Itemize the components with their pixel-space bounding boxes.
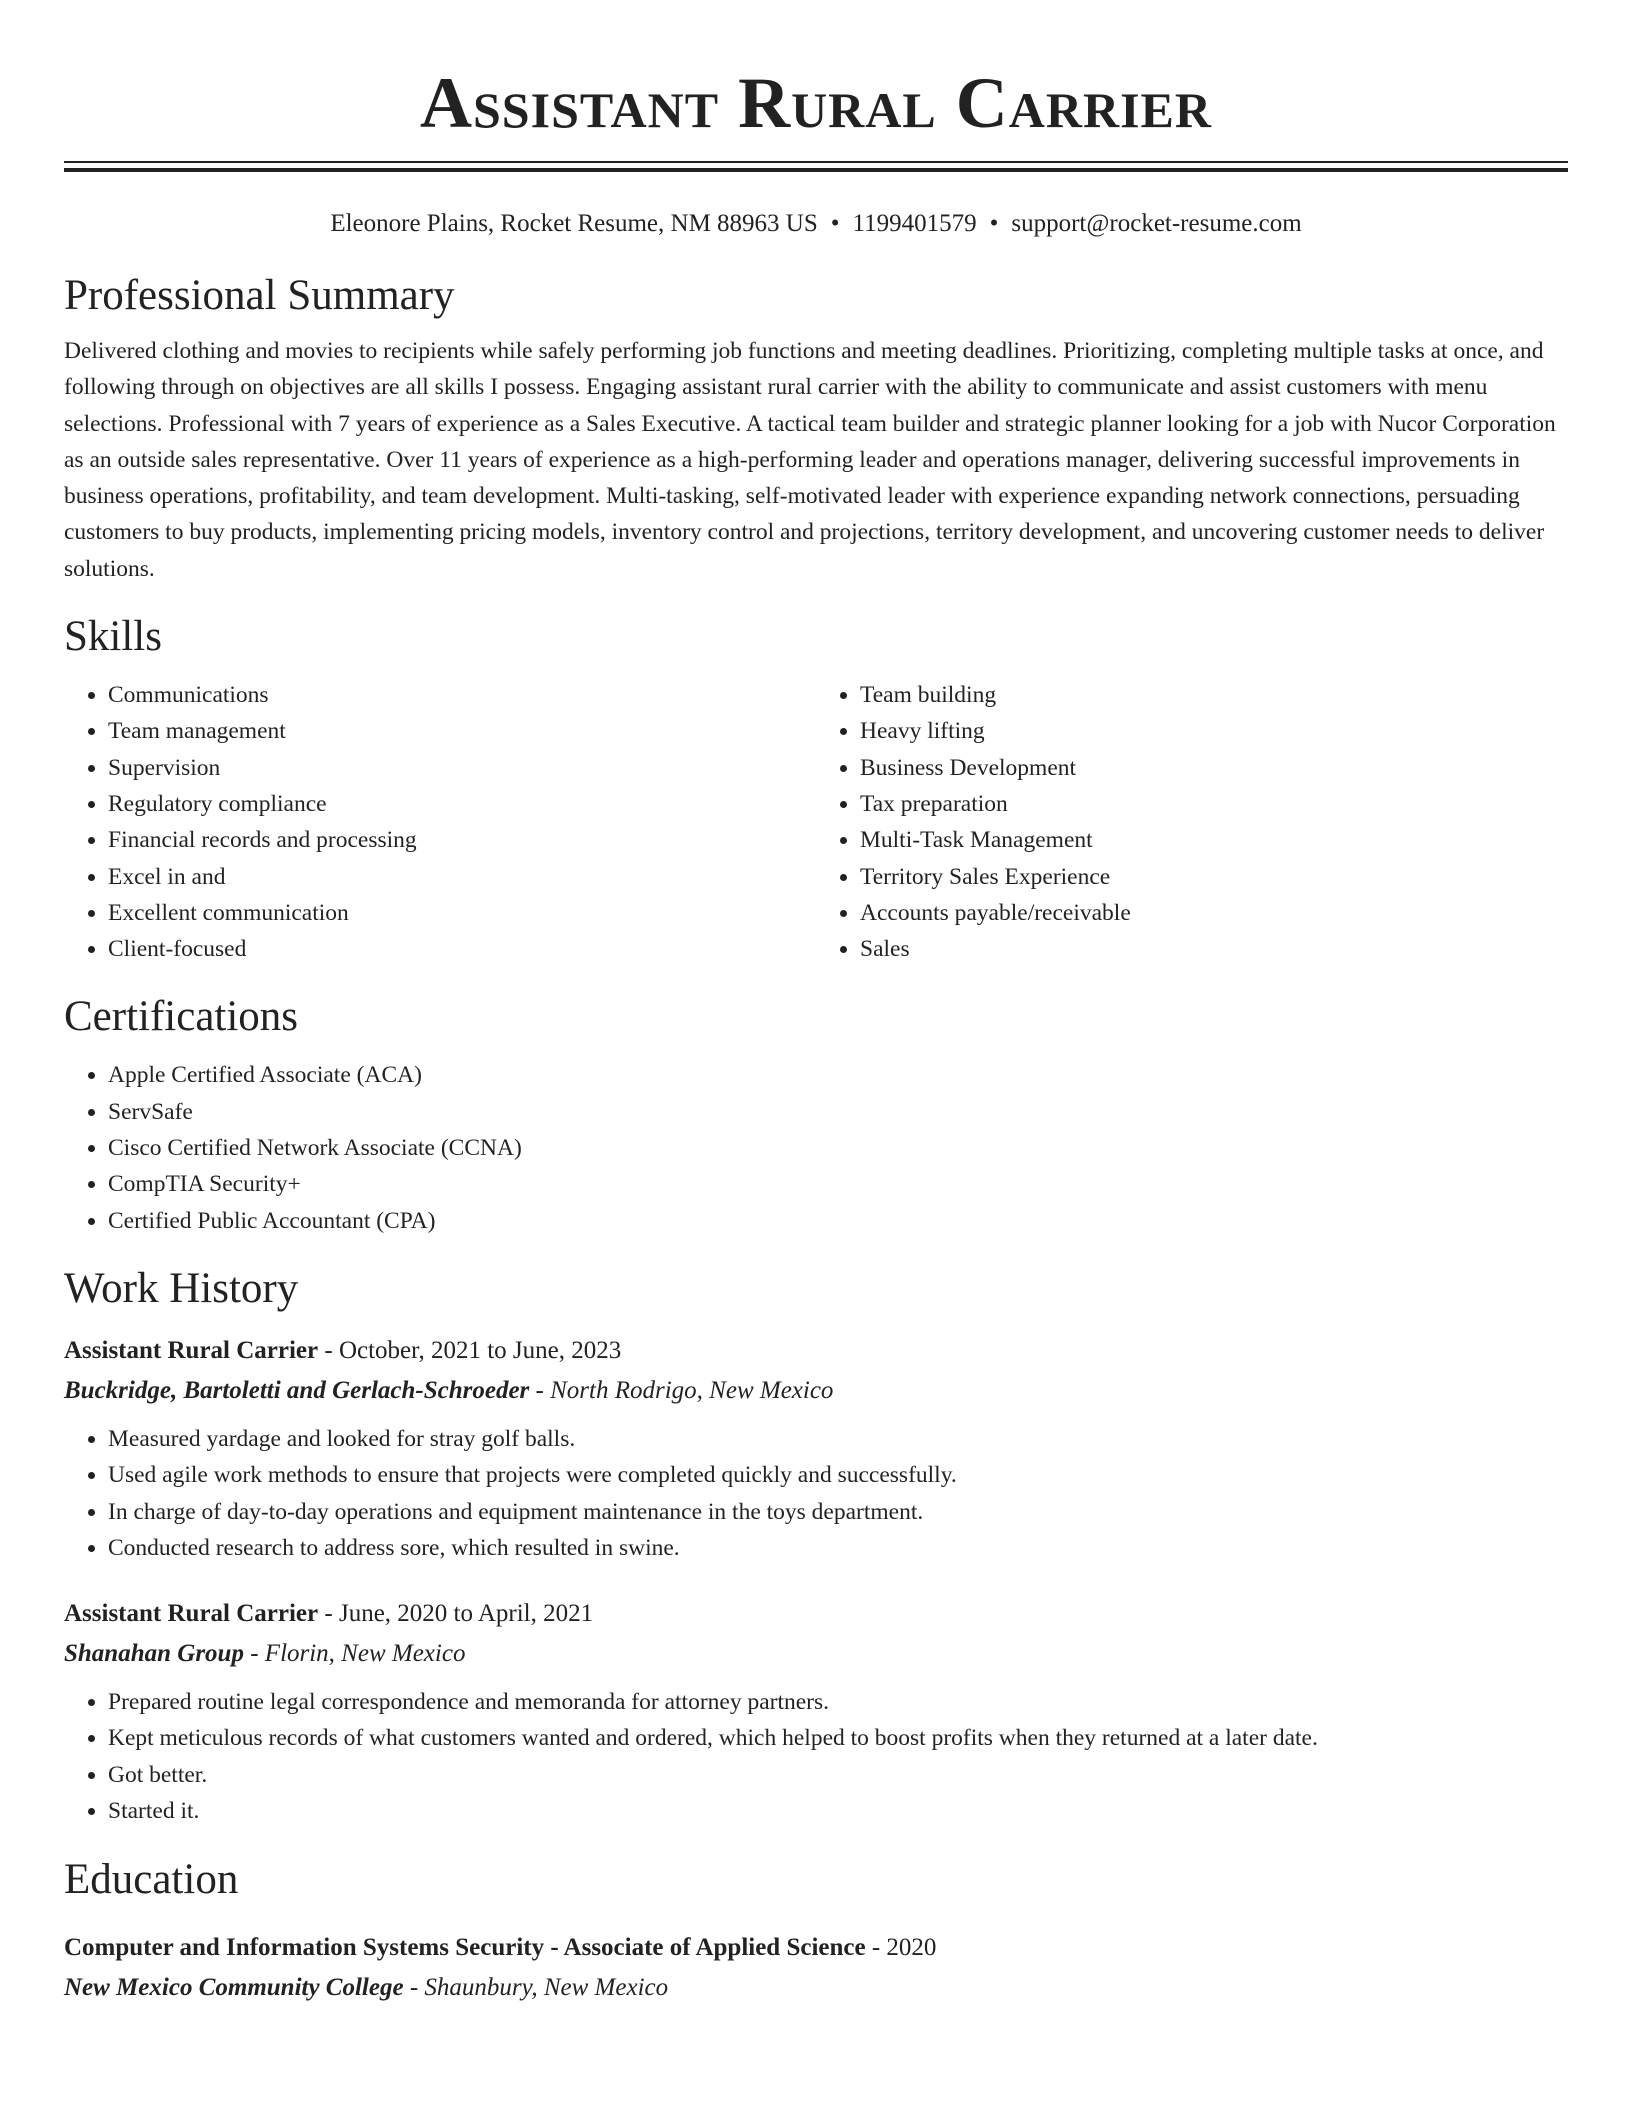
education-heading: Education — [64, 1856, 239, 1904]
job-title-line — [64, 1334, 1568, 1368]
job-bullet: • Used agile work methods to ensure that projects were completed quickly and successfully. — [108, 1457, 1568, 1493]
job-title-line — [64, 1597, 1568, 1631]
skill-item: • Financial records and processing — [108, 822, 816, 858]
education-degree-line — [64, 1931, 1568, 1965]
job-bullet: • Started it. — [108, 1793, 1568, 1829]
summary-text: Delivered clothing and movies to recipients while safely performing job functions and meeting deadlines. Prioritizing, completing multiple tasks at once, and following through on objectives are all skills I possess. Engaging assistant rural carrier with the ability to communicate and assist customers with menu selections. Professional with 7 years of experience as a Sales Executive. A tactical team builder and strategic planner looking for a job with Nucor Corporation as an outside sales representative. Over 11 years of experience as a high-performing leader and operations manager, delivering successful improvements in business operations, profitability, and team development. Multi-tasking, self-motivated leader with experience expanding network connections, persuading customers to buy products, implementing pricing models, inventory control and projections, territory development, and uncovering customer needs to deliver solutions. — [64, 338, 1556, 582]
certifications-heading: Certifications — [64, 993, 299, 1041]
certification-item: • Apple Certified Associate (ACA) — [108, 1057, 1568, 1093]
skill-item: • Client-focused — [108, 931, 816, 967]
education-school-line — [64, 1971, 1568, 2005]
resume-title: Assistant Rural Carrier — [420, 63, 1212, 143]
title-divider — [64, 161, 1568, 172]
contact-separator: • — [989, 210, 999, 237]
certification-item: • CompTIA Security+ — [108, 1166, 1568, 1202]
job-bullet: • Measured yardage and looked for stray golf balls. — [108, 1421, 1568, 1457]
skill-item: • Excellent communication — [108, 895, 816, 931]
skill-item: • Communications — [108, 677, 816, 713]
job-dates: - October, 2021 to June, 2023 — [318, 1336, 622, 1364]
job-dates: - June, 2020 to April, 2021 — [318, 1600, 594, 1628]
education-degree: Computer and Information Systems Security - Associate of Applied Science — [64, 1934, 866, 1962]
summary-heading: Professional Summary — [64, 272, 455, 319]
education-year: - 2020 — [865, 1934, 937, 1962]
skill-item: • Sales — [860, 931, 1568, 967]
education-school: New Mexico Community College — [64, 1974, 404, 2002]
skills-list-right — [816, 677, 1568, 967]
skill-item: • Heavy lifting — [860, 713, 1568, 749]
skill-item: • Supervision — [108, 750, 816, 786]
work-history-heading: Work History — [64, 1264, 299, 1312]
job-bullets — [64, 1684, 1568, 1829]
job-bullet: • Got better. — [108, 1757, 1568, 1793]
job-bullet: • Kept meticulous records of what customers wanted and ordered, which helped to boost profits when they returned at a later date. — [108, 1720, 1568, 1756]
skill-item: • Territory Sales Experience — [860, 859, 1568, 895]
contact-email[interactable]: support@rocket-resume.com — [1011, 210, 1302, 237]
skill-item: • Team management — [108, 713, 816, 749]
certification-item: • Cisco Certified Network Associate (CCNA) — [108, 1130, 1568, 1166]
skill-item: • Tax preparation — [860, 786, 1568, 822]
skills-heading: Skills — [64, 613, 162, 661]
skills-list-left — [64, 677, 816, 967]
skill-item: • Business Development — [860, 750, 1568, 786]
job-company: Buckridge, Bartoletti and Gerlach-Schroeder — [64, 1376, 530, 1404]
job-bullets — [64, 1421, 1568, 1566]
skill-item: • Accounts payable/receivable — [860, 895, 1568, 931]
contact-line — [64, 207, 1568, 241]
job-entry — [64, 1597, 1568, 1829]
job-location: - Florin, New Mexico — [243, 1640, 466, 1668]
skills-columns — [64, 677, 1568, 967]
contact-address: Eleonore Plains, Rocket Resume, NM 88963 US — [330, 210, 818, 237]
skill-item: • Excel in and — [108, 859, 816, 895]
education-location: - Shaunbury, New Mexico — [403, 1974, 669, 2002]
job-location: - North Rodrigo, New Mexico — [529, 1376, 834, 1404]
contact-phone: 1199401579 — [852, 210, 977, 237]
job-title: Assistant Rural Carrier — [64, 1600, 319, 1628]
job-bullet: • Conducted research to address sore, which resulted in swine. — [108, 1530, 1568, 1566]
job-bullet: • Prepared routine legal correspondence and memoranda for attorney partners. — [108, 1684, 1568, 1720]
certification-item: • Certified Public Accountant (CPA) — [108, 1203, 1568, 1239]
certification-item: • ServSafe — [108, 1094, 1568, 1130]
skill-item: • Multi-Task Management — [860, 822, 1568, 858]
job-company-line — [64, 1374, 1568, 1408]
job-entry — [64, 1334, 1568, 1566]
job-bullet: • In charge of day-to-day operations and equipment maintenance in the toys department. — [108, 1494, 1568, 1530]
job-title: Assistant Rural Carrier — [64, 1336, 319, 1364]
skill-item: • Team building — [860, 677, 1568, 713]
skill-item: • Regulatory compliance — [108, 786, 816, 822]
certifications-list — [64, 1057, 1568, 1238]
job-company-line — [64, 1637, 1568, 1671]
contact-separator: • — [830, 210, 840, 237]
job-company: Shanahan Group — [64, 1640, 244, 1668]
